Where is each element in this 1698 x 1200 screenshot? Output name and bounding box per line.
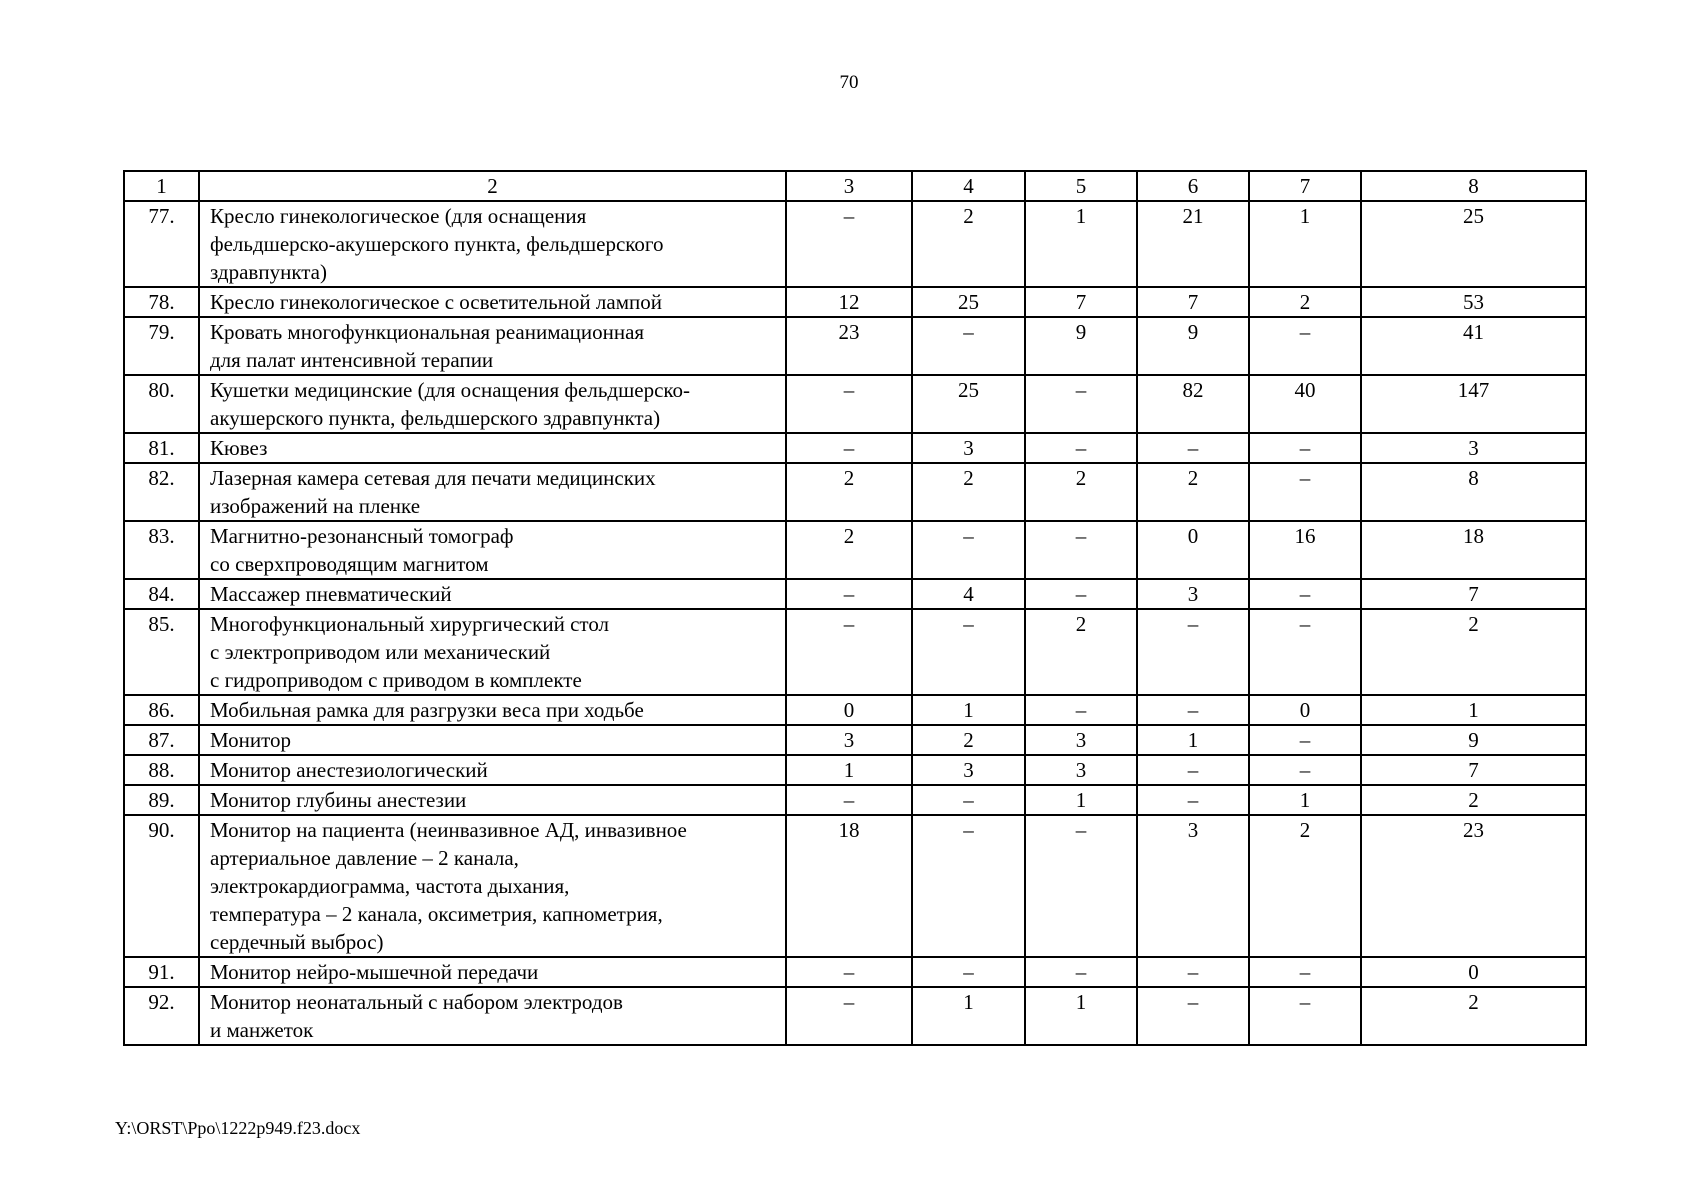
value-cell: 2 xyxy=(1249,815,1361,957)
table-row xyxy=(124,433,1586,463)
value-cell: – xyxy=(1249,725,1361,755)
equipment-table xyxy=(123,170,1587,1046)
value-cell: 1 xyxy=(912,695,1025,725)
equipment-name-line: Монитор нейро-мышечной передачи xyxy=(210,960,539,984)
value-cell: 1 xyxy=(1025,785,1137,815)
equipment-name-cell xyxy=(199,287,786,317)
value-cell: – xyxy=(912,317,1025,375)
equipment-name-cell xyxy=(199,785,786,815)
value-cell: 3 xyxy=(1361,433,1586,463)
value-cell: 1 xyxy=(1025,987,1137,1045)
row-number-cell: 83. xyxy=(124,521,199,579)
header-cell: 6 xyxy=(1137,171,1249,201)
value-cell: – xyxy=(1025,695,1137,725)
value-cell: 53 xyxy=(1361,287,1586,317)
equipment-name-cell xyxy=(199,609,786,695)
value-cell: 7 xyxy=(1361,755,1586,785)
value-cell: – xyxy=(1137,987,1249,1045)
equipment-name-line: здравпункта) xyxy=(210,260,327,284)
value-cell: 147 xyxy=(1361,375,1586,433)
value-cell: 2 xyxy=(1361,609,1586,695)
equipment-name-cell xyxy=(199,725,786,755)
equipment-name-cell xyxy=(199,987,786,1045)
table-row xyxy=(124,609,1586,695)
value-cell: 2 xyxy=(1361,987,1586,1045)
row-number-cell: 77. xyxy=(124,201,199,287)
header-cell: 8 xyxy=(1361,171,1586,201)
value-cell: 3 xyxy=(1137,815,1249,957)
value-cell: – xyxy=(786,957,912,987)
table-row xyxy=(124,755,1586,785)
equipment-name-line: акушерского пункта, фельдшерского здравпункта) xyxy=(210,406,661,430)
row-number-cell: 91. xyxy=(124,957,199,987)
value-cell: 2 xyxy=(912,463,1025,521)
value-cell: – xyxy=(1249,433,1361,463)
header-cell: 4 xyxy=(912,171,1025,201)
table-row xyxy=(124,785,1586,815)
row-number-cell: 88. xyxy=(124,755,199,785)
value-cell: – xyxy=(1137,695,1249,725)
value-cell: 21 xyxy=(1137,201,1249,287)
value-cell: 2 xyxy=(1025,463,1137,521)
equipment-name-line: сердечный выброс) xyxy=(210,930,384,954)
value-cell: – xyxy=(912,815,1025,957)
table-row xyxy=(124,375,1586,433)
footer-file-path: Y:\ORST\Ppo\1222p949.f23.docx xyxy=(115,1118,361,1138)
equipment-name-line: Кровать многофункциональная реанимационная xyxy=(210,320,645,344)
value-cell: – xyxy=(1249,755,1361,785)
value-cell: 3 xyxy=(1137,579,1249,609)
value-cell: 2 xyxy=(912,201,1025,287)
equipment-name-line: Кресло гинекологическое (для оснащения xyxy=(210,204,587,228)
table-row xyxy=(124,463,1586,521)
header-cell: 3 xyxy=(786,171,912,201)
equipment-name-line: со сверхпроводящим магнитом xyxy=(210,552,489,576)
value-cell: 41 xyxy=(1361,317,1586,375)
equipment-name-line: Многофункциональный хирургический стол xyxy=(210,612,610,636)
value-cell: – xyxy=(1249,463,1361,521)
equipment-name-line: с электроприводом или механический xyxy=(210,640,551,664)
value-cell: 3 xyxy=(1025,725,1137,755)
row-number-cell: 79. xyxy=(124,317,199,375)
value-cell: 23 xyxy=(1361,815,1586,957)
value-cell: 23 xyxy=(786,317,912,375)
row-number-cell: 78. xyxy=(124,287,199,317)
table-body xyxy=(124,171,1586,1045)
equipment-name-line: температура – 2 канала, оксиметрия, капнометрия, xyxy=(210,902,663,926)
value-cell: – xyxy=(786,375,912,433)
table-row xyxy=(124,987,1586,1045)
value-cell: 2 xyxy=(1361,785,1586,815)
value-cell: 25 xyxy=(912,287,1025,317)
value-cell: 1 xyxy=(1137,725,1249,755)
value-cell: 8 xyxy=(1361,463,1586,521)
value-cell: 0 xyxy=(1137,521,1249,579)
value-cell: – xyxy=(912,785,1025,815)
value-cell: 2 xyxy=(786,521,912,579)
value-cell: – xyxy=(1249,579,1361,609)
equipment-name-cell xyxy=(199,433,786,463)
value-cell: 2 xyxy=(1249,287,1361,317)
equipment-name-line: Монитор xyxy=(210,728,292,752)
header-cell: 7 xyxy=(1249,171,1361,201)
equipment-name-cell xyxy=(199,521,786,579)
value-cell: 25 xyxy=(1361,201,1586,287)
value-cell: – xyxy=(1137,433,1249,463)
value-cell: – xyxy=(1025,579,1137,609)
equipment-name-line: и манжеток xyxy=(210,1018,314,1042)
value-cell: 9 xyxy=(1361,725,1586,755)
equipment-name-line: Кушетки медицинские (для оснащения фельдшерско- xyxy=(210,378,691,402)
equipment-name-line: фельдшерско-акушерского пункта, фельдшерского xyxy=(210,232,664,256)
row-number-cell: 82. xyxy=(124,463,199,521)
row-number-cell: 90. xyxy=(124,815,199,957)
value-cell: – xyxy=(1025,521,1137,579)
equipment-name-cell xyxy=(199,317,786,375)
value-cell: – xyxy=(786,201,912,287)
value-cell: – xyxy=(1137,785,1249,815)
row-number-cell: 84. xyxy=(124,579,199,609)
equipment-name-line: с гидроприводом с приводом в комплекте xyxy=(210,668,582,692)
value-cell: 40 xyxy=(1249,375,1361,433)
table-row xyxy=(124,201,1586,287)
value-cell: – xyxy=(1249,987,1361,1045)
equipment-name-cell xyxy=(199,815,786,957)
value-cell: – xyxy=(786,785,912,815)
table-row xyxy=(124,725,1586,755)
value-cell: 7 xyxy=(1137,287,1249,317)
value-cell: 7 xyxy=(1025,287,1137,317)
value-cell: – xyxy=(1249,609,1361,695)
header-cell: 1 xyxy=(124,171,199,201)
value-cell: – xyxy=(912,609,1025,695)
table-header-row xyxy=(124,171,1586,201)
equipment-name-line: Монитор неонатальный с набором электродов xyxy=(210,990,623,1014)
value-cell: – xyxy=(1025,433,1137,463)
value-cell: 2 xyxy=(912,725,1025,755)
table-row xyxy=(124,287,1586,317)
value-cell: – xyxy=(786,579,912,609)
equipment-name-line: изображений на пленке xyxy=(210,494,421,518)
value-cell: 1 xyxy=(1361,695,1586,725)
value-cell: – xyxy=(912,957,1025,987)
row-number-cell: 80. xyxy=(124,375,199,433)
equipment-name-line: Массажер пневматический xyxy=(210,582,452,606)
value-cell: – xyxy=(1137,755,1249,785)
value-cell: – xyxy=(1137,957,1249,987)
equipment-name-line: Лазерная камера сетевая для печати медицинских xyxy=(210,466,656,490)
row-number-cell: 87. xyxy=(124,725,199,755)
table-row xyxy=(124,815,1586,957)
equipment-name-line: артериальное давление – 2 канала, xyxy=(210,846,519,870)
row-number-cell: 85. xyxy=(124,609,199,695)
row-number-cell: 81. xyxy=(124,433,199,463)
value-cell: – xyxy=(1249,957,1361,987)
value-cell: – xyxy=(786,433,912,463)
row-number-cell: 92. xyxy=(124,987,199,1045)
value-cell: 18 xyxy=(786,815,912,957)
value-cell: 9 xyxy=(1137,317,1249,375)
table-row xyxy=(124,957,1586,987)
equipment-name-line: Монитор на пациента (неинвазивное АД, инвазивное xyxy=(210,818,687,842)
equipment-name-line: Магнитно-резонансный томограф xyxy=(210,524,514,548)
value-cell: 2 xyxy=(1025,609,1137,695)
equipment-name-line: Кювез xyxy=(210,436,268,460)
value-cell: 4 xyxy=(912,579,1025,609)
equipment-name-line: Монитор глубины анестезии xyxy=(210,788,467,812)
equipment-name-cell xyxy=(199,695,786,725)
value-cell: – xyxy=(1137,609,1249,695)
row-number-cell: 86. xyxy=(124,695,199,725)
table-row xyxy=(124,695,1586,725)
value-cell: 25 xyxy=(912,375,1025,433)
value-cell: – xyxy=(786,609,912,695)
value-cell: 9 xyxy=(1025,317,1137,375)
header-cell: 5 xyxy=(1025,171,1137,201)
value-cell: 0 xyxy=(1361,957,1586,987)
equipment-name-line: электрокардиограмма, частота дыхания, xyxy=(210,874,570,898)
equipment-name-cell xyxy=(199,463,786,521)
value-cell: – xyxy=(1025,815,1137,957)
table-row xyxy=(124,317,1586,375)
equipment-name-line: для палат интенсивной терапии xyxy=(210,348,494,372)
equipment-name-cell xyxy=(199,375,786,433)
value-cell: 7 xyxy=(1361,579,1586,609)
row-number-cell: 89. xyxy=(124,785,199,815)
value-cell: – xyxy=(1249,317,1361,375)
equipment-name-line: Мобильная рамка для разгрузки веса при ходьбе xyxy=(210,698,644,722)
value-cell: 3 xyxy=(1025,755,1137,785)
equipment-name-cell xyxy=(199,201,786,287)
value-cell: – xyxy=(912,521,1025,579)
equipment-name-cell xyxy=(199,957,786,987)
equipment-name-line: Кресло гинекологическое с осветительной лампой xyxy=(210,290,662,314)
value-cell: 0 xyxy=(786,695,912,725)
value-cell: 1 xyxy=(786,755,912,785)
value-cell: 3 xyxy=(786,725,912,755)
value-cell: 3 xyxy=(912,433,1025,463)
value-cell: 82 xyxy=(1137,375,1249,433)
page-number: 70 xyxy=(839,72,859,93)
value-cell: 1 xyxy=(1249,785,1361,815)
table-row xyxy=(124,521,1586,579)
equipment-name-line: Монитор анестезиологический xyxy=(210,758,488,782)
header-cell: 2 xyxy=(199,171,786,201)
table-row xyxy=(124,579,1586,609)
value-cell: 1 xyxy=(1249,201,1361,287)
value-cell: – xyxy=(1025,957,1137,987)
equipment-name-cell xyxy=(199,579,786,609)
value-cell: 0 xyxy=(1249,695,1361,725)
value-cell: 3 xyxy=(912,755,1025,785)
value-cell: 2 xyxy=(1137,463,1249,521)
equipment-name-cell xyxy=(199,755,786,785)
value-cell: 12 xyxy=(786,287,912,317)
value-cell: 16 xyxy=(1249,521,1361,579)
value-cell: 1 xyxy=(912,987,1025,1045)
value-cell: – xyxy=(786,987,912,1045)
value-cell: 2 xyxy=(786,463,912,521)
value-cell: – xyxy=(1025,375,1137,433)
value-cell: 18 xyxy=(1361,521,1586,579)
value-cell: 1 xyxy=(1025,201,1137,287)
